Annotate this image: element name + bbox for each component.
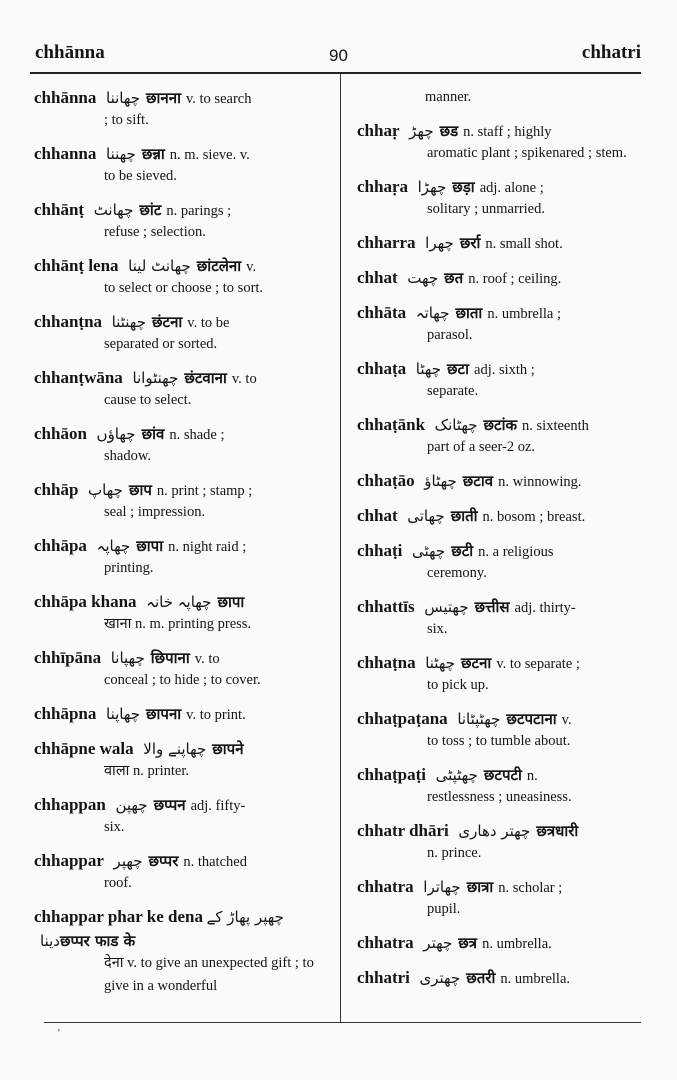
entry-hindi: छटा: [447, 360, 470, 378]
bottom-rule: [44, 1022, 641, 1023]
entry-continuation: restlessness ; uneasiness.: [427, 789, 572, 805]
entry-continuation: ; to sift.: [104, 112, 149, 128]
entry-continuation: refuse ; selection.: [104, 224, 206, 240]
dictionary-entry: [357, 119, 645, 165]
entry-headword: chhanna: [34, 144, 97, 163]
dictionary-entry: [34, 478, 324, 524]
entry-hindi: छात्रा: [466, 878, 494, 896]
entry-headword: chhatr dhāri: [357, 821, 449, 840]
entry-headword: chhāpna: [34, 704, 97, 723]
entry-urdu: چھٹانک: [434, 416, 478, 434]
entry-hindi: छंटना: [152, 313, 183, 331]
dictionary-entry: [357, 469, 645, 494]
entry-definition: adj. alone ;: [479, 180, 544, 196]
entry-continuation: cause to select.: [104, 392, 192, 408]
entry-definition: v. to print.: [186, 707, 246, 723]
entry-hindi: छिपाना: [150, 649, 190, 667]
entry-continuation: देना v. to give an unexpected gift ; to give in a wonderful: [104, 955, 314, 994]
entry-definition: n. winnowing.: [498, 474, 582, 490]
entry-definition: v.: [561, 712, 572, 728]
entry-urdu: چھپر: [113, 852, 143, 870]
entry-continuation: to toss ; to tumble about.: [427, 733, 571, 749]
entry-headword: chhaṛa: [357, 177, 408, 196]
dictionary-entry: [34, 86, 324, 132]
entry-definition: adj. sixth ;: [474, 362, 535, 378]
entry-urdu: چھاپنا: [106, 705, 141, 723]
entry-definition: n. sixteenth: [522, 418, 589, 434]
entry-continuation: aromatic plant ; spikenared ; stem.: [427, 145, 627, 161]
entry-headword: chhappan: [34, 795, 106, 814]
entry-continuation: shadow.: [104, 448, 151, 464]
entry-urdu: چھاؤں: [96, 425, 136, 443]
entry-continuation: parasol.: [427, 327, 473, 343]
dictionary-entry: [357, 266, 645, 291]
header-right-guide-word: chhatri: [581, 42, 641, 63]
dictionary-entry: [34, 422, 324, 468]
entry-urdu: چھپانا: [110, 649, 145, 667]
entry-definition: n. scholar ;: [498, 880, 563, 896]
entry-urdu: چھپن: [115, 796, 148, 814]
entry-definition: v. to: [231, 371, 257, 387]
entry-urdu: چھنٹوانا: [132, 369, 179, 387]
entry-headword: chhāta: [357, 303, 407, 322]
entry-continuation: to select or choose ; to sort.: [104, 280, 264, 296]
entry-hindi: छन्ना: [141, 145, 165, 163]
entry-continuation: separate.: [427, 383, 479, 399]
entry-definition: n. parings ;: [166, 203, 232, 219]
entry-hindi: छाप: [128, 481, 152, 499]
dictionary-entry: [357, 707, 645, 753]
entry-hindi: छांव: [141, 425, 165, 443]
entry-headword: chhaṛ: [357, 121, 400, 140]
entry-hindi: छप्पन: [153, 796, 186, 814]
dictionary-entry: [357, 301, 645, 347]
top-rule: [30, 72, 641, 74]
entry-continuation: वाला n. printer.: [104, 763, 190, 779]
entry-headword: chhatra: [357, 933, 414, 952]
entry-headword: chhaṭāo: [357, 471, 415, 490]
entry-hindi: छटपटी: [483, 766, 522, 784]
entry-urdu: چھانٹ: [93, 201, 134, 219]
dictionary-entry: [357, 231, 645, 256]
entry-hindi: छटांक: [483, 416, 518, 434]
entry-continuation: seal ; impression.: [104, 504, 206, 520]
entry-continuation: roof.: [104, 875, 132, 891]
dictionary-entry: [357, 504, 645, 529]
entry-headword: chhaṭpaṭi: [357, 765, 426, 784]
entry-hindi: छर्रा: [459, 234, 481, 252]
entry-continuation: conceal ; to hide ; to cover.: [104, 672, 261, 688]
entry-continuation: six.: [104, 819, 125, 835]
entry-definition: n. bosom ; breast.: [482, 509, 586, 525]
entry-continuation: solitary ; unmarried.: [427, 201, 545, 217]
entry-headword: chhattīs: [357, 597, 415, 616]
entry-headword: chhānṭ lena: [34, 256, 119, 275]
entry-headword: chhaṭi: [357, 541, 403, 560]
entry-continuation: ceremony.: [427, 565, 487, 581]
entry-urdu: چھاپنے والا: [143, 740, 207, 758]
header-left-guide-word: chhānna: [35, 42, 105, 63]
dictionary-entry: [34, 905, 324, 998]
entry-headword: chhanṭwāna: [34, 368, 123, 387]
dictionary-entry: [34, 590, 324, 636]
dictionary-entry: [357, 595, 645, 641]
entry-urdu: چھٹپٹی: [435, 766, 478, 784]
entry-definition: n. umbrella.: [482, 936, 552, 952]
dictionary-entry: [34, 310, 324, 356]
entry-hindi: छत्तीस: [474, 598, 510, 616]
entry-headword: chhat: [357, 506, 398, 525]
entry-definition: adj. thirty-: [514, 600, 576, 616]
entry-urdu: چھڑا: [417, 178, 447, 196]
entry-hindi: छापा: [217, 593, 245, 611]
dictionary-entry: [357, 413, 645, 459]
entry-hindi: छांटलेना: [196, 257, 242, 275]
entry-headword: chhāpa: [34, 536, 87, 555]
entry-urdu: چھٹی: [411, 542, 446, 560]
entry-urdu: چھڑ: [409, 122, 434, 140]
entry-headword: chhānṭ: [34, 200, 85, 219]
entry-hindi: छापने: [212, 740, 244, 758]
entry-urdu: چھٹا: [415, 360, 442, 378]
dictionary-entry: [357, 966, 645, 991]
dictionary-entry: [357, 651, 645, 697]
entry-definition: v. to: [194, 651, 220, 667]
entry-urdu: چھننا: [106, 145, 136, 163]
dictionary-entry: [34, 366, 324, 412]
entry-urdu: چھاپہ: [96, 537, 131, 555]
entry-hindi: छत्र: [458, 934, 478, 952]
entry-definition: adj. fifty-: [190, 798, 246, 814]
entry-continuation: printing.: [104, 560, 154, 576]
entry-definition: n. print ; stamp ;: [156, 483, 253, 499]
entry-hindi: छापना: [146, 705, 182, 723]
entry-hindi: छप्पर फाड के: [59, 932, 136, 950]
entry-definition: n. shade ;: [169, 427, 225, 443]
dictionary-entry: [34, 702, 324, 727]
footer-mark: ': [58, 1028, 60, 1039]
entry-definition: v.: [246, 259, 257, 275]
entry-definition: n. night raid ;: [168, 539, 247, 555]
entry-headword: chhīpāna: [34, 648, 102, 667]
page-number: 90: [329, 46, 348, 65]
dictionary-entry: [357, 539, 645, 585]
entry-definition: n. umbrella ;: [487, 306, 562, 322]
entry-hindi: छाती: [450, 507, 478, 525]
entry-headword: chhaṭānk: [357, 415, 426, 434]
dictionary-entry: [34, 198, 324, 244]
entry-urdu: چھانٹ لینا: [128, 257, 191, 275]
dictionary-entry: [34, 534, 324, 580]
entry-continuation: six.: [427, 621, 448, 637]
entry-urdu: چھاترا: [423, 878, 461, 896]
entry-headword: chhāpa khana: [34, 592, 137, 611]
entry-urdu: چھرا: [425, 234, 454, 252]
entry-urdu: چھاننا: [106, 89, 141, 107]
entry-headword: chhāp: [34, 480, 79, 499]
dictionary-entry: [357, 875, 645, 921]
entry-definition: v. to separate ;: [496, 656, 580, 672]
entry-hindi: छतरी: [466, 969, 496, 987]
entry-headword: chhanṭna: [34, 312, 103, 331]
entry-continuation: part of a seer-2 oz.: [427, 439, 535, 455]
dictionary-entry: [357, 357, 645, 403]
entry-hindi: छड: [439, 122, 459, 140]
entry-hindi: छापा: [136, 537, 164, 555]
entry-urdu: چھپر پھاڑ کے دینا: [40, 908, 284, 950]
continued-text: manner.: [425, 89, 472, 105]
entry-headword: chhāpne wala: [34, 739, 134, 758]
dictionary-entry: [34, 646, 324, 692]
entry-urdu: چھنٹنا: [111, 313, 146, 331]
entry-hindi: छानना: [146, 89, 181, 107]
entry-definition: n. m. sieve. v.: [169, 147, 250, 163]
dictionary-entry: [34, 793, 324, 839]
entry-definition: n. staff ; highly: [463, 124, 552, 140]
entry-urdu: چھاتی: [407, 507, 445, 525]
entry-continuation: n. prince.: [427, 845, 482, 861]
entry-urdu: چھتری: [419, 969, 461, 987]
entry-urdu: چھٹپٹانا: [457, 710, 501, 728]
entry-urdu: چھتیس: [424, 598, 469, 616]
entry-hindi: छांट: [139, 201, 162, 219]
entry-headword: chhatra: [357, 877, 414, 896]
entry-definition: v. to search: [185, 91, 252, 107]
entry-definition: n.: [526, 768, 538, 784]
dictionary-entry: [357, 763, 645, 809]
dictionary-entry: [357, 819, 645, 865]
entry-hindi: छटपटाना: [506, 710, 557, 728]
entry-definition: n. umbrella.: [500, 971, 571, 987]
entry-hindi: छटना: [461, 654, 492, 672]
entry-definition: n. thatched: [183, 854, 247, 870]
entry-hindi: छटाव: [462, 472, 494, 490]
entry-headword: chhaṭa: [357, 359, 407, 378]
entry-headword: chhat: [357, 268, 398, 287]
entry-hindi: छत्रधारी: [536, 822, 579, 840]
entry-urdu: چھاپ: [88, 481, 123, 499]
column-divider: [340, 74, 341, 1022]
entry-headword: chhatri: [357, 968, 410, 987]
entry-headword: chharra: [357, 233, 416, 252]
entry-definition: n. small shot.: [485, 236, 563, 252]
entry-continuation: to be sieved.: [104, 168, 177, 184]
entry-continuation: खाना n. m. printing press.: [104, 616, 252, 632]
entry-hindi: छप्पर: [148, 852, 179, 870]
entry-urdu: چھٹنا: [425, 654, 456, 672]
entry-headword: chhaṭna: [357, 653, 416, 672]
entry-definition: v. to be: [187, 315, 230, 331]
entry-definition: n. a religious: [478, 544, 554, 560]
entry-hindi: छाता: [455, 304, 483, 322]
entry-headword: chhappar phar ke dena: [34, 907, 203, 926]
left-column: [34, 86, 324, 1008]
dictionary-entry: [34, 737, 324, 783]
entry-headword: chhānna: [34, 88, 97, 107]
entry-headword: chhaṭpaṭana: [357, 709, 448, 728]
entry-continuation: to pick up.: [427, 677, 489, 693]
dictionary-entry: [34, 142, 324, 188]
entry-urdu: چھتر دھاری: [458, 822, 531, 840]
entry-headword: chhāon: [34, 424, 87, 443]
entry-urdu: چھاپہ خانہ: [146, 593, 212, 611]
entry-headword: chhappar: [34, 851, 104, 870]
entry-hindi: छंटवाना: [184, 369, 227, 387]
entry-urdu: چھاتہ: [415, 304, 450, 322]
dictionary-entry: [357, 175, 645, 221]
entry-urdu: چھتر: [423, 934, 453, 952]
entry-hindi: छटी: [451, 542, 474, 560]
entry-continuation: separated or sorted.: [104, 336, 218, 352]
dictionary-entry: [34, 254, 324, 300]
entry-urdu: چھٹاؤ: [424, 472, 457, 490]
dictionary-entry: [357, 931, 645, 956]
entry-hindi: छत: [444, 269, 464, 287]
entry-continuation: pupil.: [427, 901, 461, 917]
entry-urdu: چھت: [407, 269, 439, 287]
dictionary-entry: [34, 849, 324, 895]
right-column: [357, 86, 645, 1001]
entry-definition: n. roof ; ceiling.: [468, 271, 562, 287]
entry-hindi: छड़ा: [452, 178, 475, 196]
